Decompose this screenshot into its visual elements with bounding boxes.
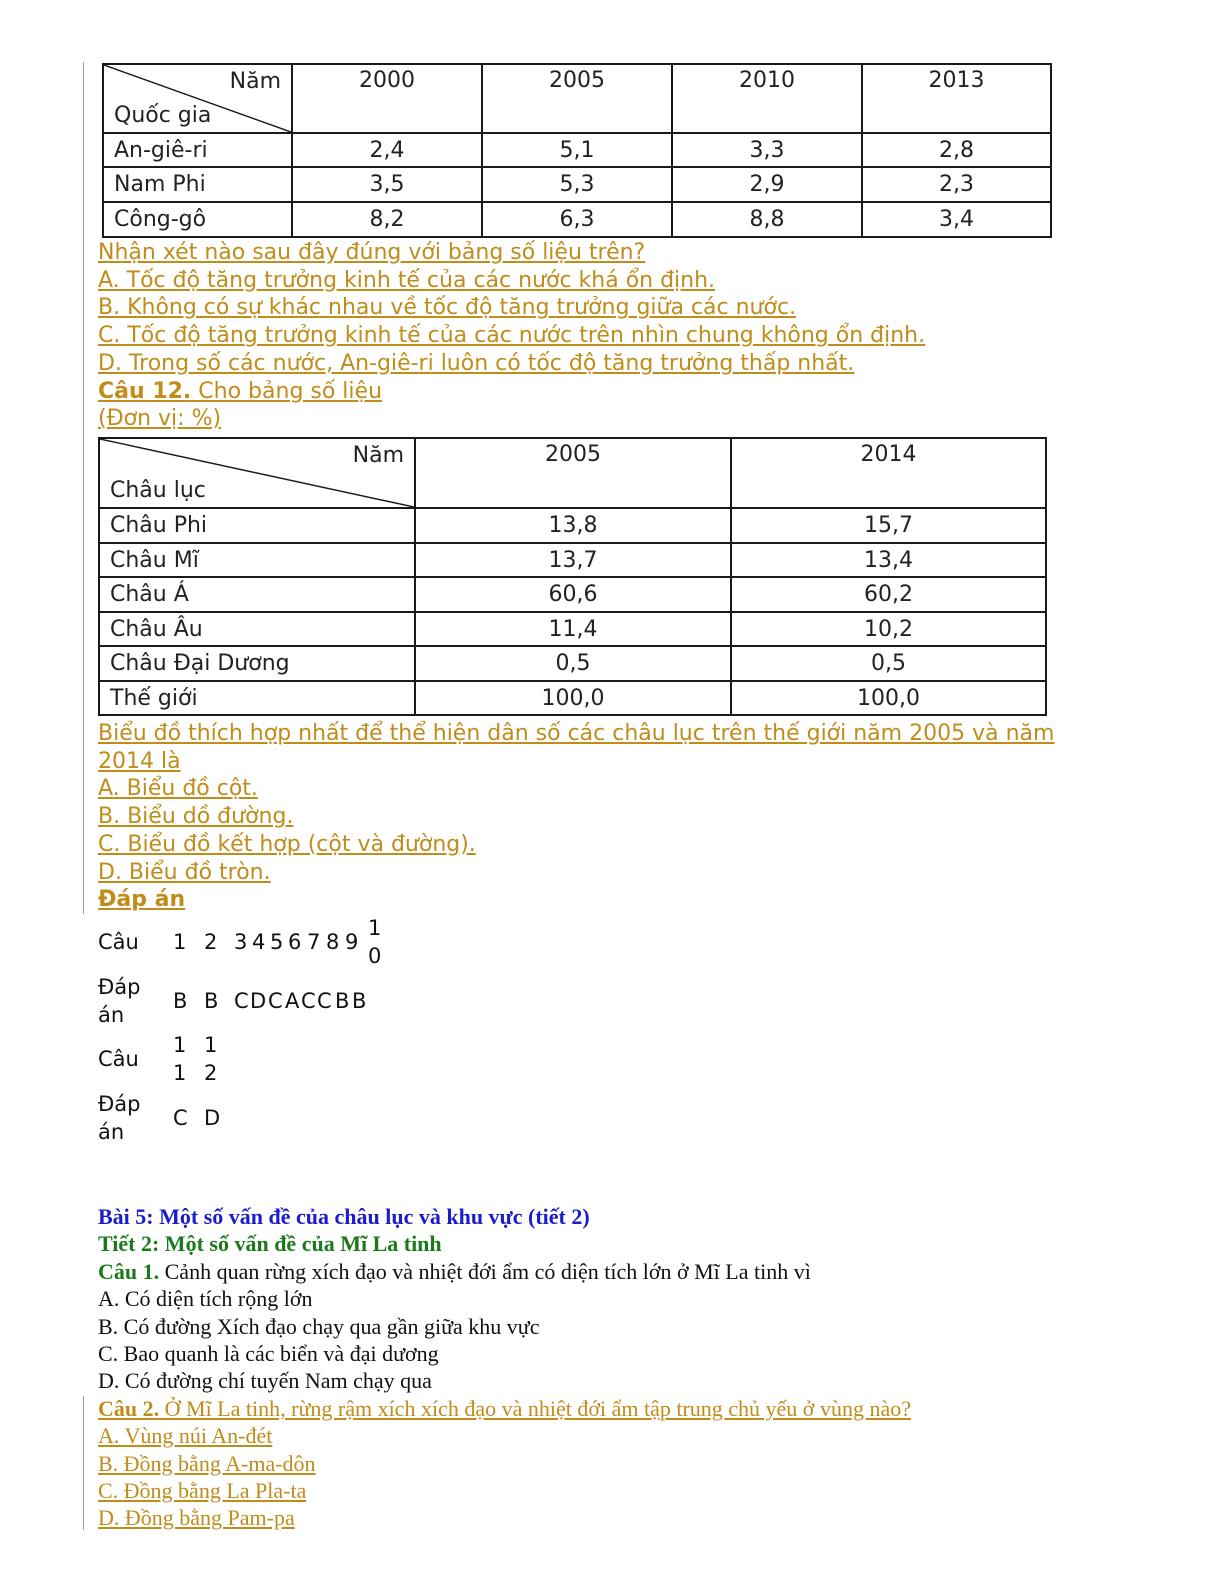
- question-number-11-digit: 1: [173, 1061, 187, 1085]
- answer-header-label: án: [98, 1120, 125, 1144]
- answer-letter: C: [268, 989, 283, 1013]
- answer-option-d: D. Trong số các nước, An-giê-ri luôn có tốc độ tăng trưởng thấp nhất.: [98, 350, 855, 376]
- year-header: 2005: [482, 64, 672, 133]
- lesson-subtitle: Tiết 2: Một số vấn đề của Mĩ La tinh: [98, 1231, 442, 1257]
- answer-letter: B: [352, 989, 367, 1013]
- answer-option-a: A. Có diện tích rộng lớn: [98, 1286, 313, 1312]
- answer-letter: B: [335, 989, 350, 1013]
- answer-letter: B: [204, 989, 219, 1013]
- value-cell: 3,5: [292, 167, 482, 202]
- value-cell: 0,5: [415, 646, 731, 681]
- value-cell: 8,2: [292, 202, 482, 237]
- question-number: 1: [173, 930, 187, 954]
- question-number: 2: [204, 930, 218, 954]
- question-number: 7: [307, 930, 321, 954]
- value-cell: 60,2: [731, 577, 1046, 612]
- answer-key: [98, 915, 418, 1155]
- continent-cell: Châu Mĩ: [99, 543, 415, 577]
- question-text: Ở Mĩ La tinh, rừng rậm xích xích đạo và nhiệt đới ẩm tập trung chủ yếu ở vùng nào?: [159, 1395, 911, 1421]
- answer-option-d: D. Biểu đồ tròn.: [98, 859, 271, 885]
- question-number-10-digit: 0: [368, 944, 382, 968]
- table-row: [99, 681, 1046, 715]
- value-cell: 100,0: [415, 681, 731, 715]
- table-row: [103, 167, 1051, 202]
- answer-letter: D: [250, 989, 267, 1013]
- country-cell: Công-gô: [103, 202, 292, 237]
- answer-header-label: Đáp: [98, 1092, 141, 1116]
- value-cell: 6,3: [482, 202, 672, 237]
- value-cell: 2,9: [672, 167, 862, 202]
- value-cell: 0,5: [731, 646, 1046, 681]
- value-cell: 2,3: [862, 167, 1051, 202]
- value-cell: 2,4: [292, 133, 482, 167]
- question-number-12-digit: 2: [204, 1061, 218, 1085]
- answer-option-b: B. Biểu dồ đường.: [98, 804, 294, 830]
- value-cell: 2,8: [862, 133, 1051, 167]
- change-bar: [83, 62, 84, 914]
- answer-option-b: B. Có đường Xích đạo chạy qua gần giữa khu vực: [98, 1313, 540, 1339]
- value-cell: 13,4: [731, 543, 1046, 577]
- question-12: [98, 720, 1054, 914]
- question-number: 9: [345, 930, 359, 954]
- question-1: [98, 1258, 911, 1285]
- country-cell: Nam Phi: [103, 167, 292, 202]
- table-row: [99, 646, 1046, 681]
- value-cell: 8,8: [672, 202, 862, 237]
- question-number: 6: [288, 930, 302, 954]
- table-row: [99, 577, 1046, 612]
- question-prompt-continued: 2014 là: [98, 748, 181, 774]
- continent-cell: Châu Âu: [99, 612, 415, 646]
- value-cell: 11,4: [415, 612, 731, 646]
- question-prompt: Biểu đồ thích hợp nhất để thể hiện dân số các châu lục trên thế giới năm 2005 và năm: [98, 721, 1055, 746]
- question-number-12-digit: 1: [204, 1033, 218, 1057]
- lesson-title: Bài 5: Một số vấn đề của châu lục và khu vực (tiết 2): [98, 1204, 590, 1229]
- population-share-table: [98, 437, 1047, 716]
- continent-cell: Châu Á: [99, 577, 415, 612]
- year-header: 2005: [415, 438, 731, 508]
- value-cell: 13,7: [415, 543, 731, 577]
- answer-option-a: A. Tốc độ tăng trưởng kinh tế của các nước khá ổn định.: [98, 267, 716, 293]
- question-number: 4: [252, 930, 266, 954]
- answer-letter: A: [285, 989, 300, 1013]
- answer-header-label: Đáp: [98, 975, 141, 999]
- continent-cell: Châu Phi: [99, 508, 415, 543]
- value-cell: 5,3: [482, 167, 672, 202]
- question-label: Câu 2.: [98, 1395, 160, 1421]
- answer-letter: C: [317, 989, 332, 1013]
- value-cell: 13,8: [415, 508, 731, 543]
- table-corner-header: [99, 438, 415, 508]
- question-label: Câu 1.: [98, 1258, 160, 1284]
- answer-header-label: án: [98, 1003, 125, 1027]
- year-header: 2000: [292, 64, 482, 133]
- year-header: 2014: [731, 438, 1046, 508]
- answer-option-a: A. Vùng núi An-đét: [98, 1423, 273, 1449]
- table-row: [99, 508, 1046, 543]
- year-header: 2010: [672, 64, 862, 133]
- question-11: [98, 239, 925, 433]
- answer-option-d: D. Có đường chí tuyến Nam chạy qua: [98, 1368, 432, 1394]
- question-number-10-digit: 1: [368, 916, 382, 940]
- lesson-section: [98, 1203, 911, 1532]
- value-cell: 60,6: [415, 577, 731, 612]
- answer-letter: B: [173, 989, 188, 1013]
- question-number: 3: [234, 930, 248, 954]
- question-number: 8: [326, 930, 340, 954]
- question-text: Cảnh quan rừng xích đạo và nhiệt đới ẩm có diện tích lớn ở Mĩ La tinh vì: [159, 1258, 811, 1284]
- table-row: [99, 612, 1046, 646]
- value-cell: 10,2: [731, 612, 1046, 646]
- header-continent-label: Châu lục: [110, 478, 206, 503]
- country-cell: An-giê-ri: [103, 133, 292, 167]
- table-row: [103, 133, 1051, 167]
- answer-key-heading: Đáp án: [98, 887, 186, 913]
- question-title-text: Cho bảng số liệu: [191, 378, 383, 404]
- header-year-label: Năm: [229, 69, 281, 94]
- question-prompt: Nhận xét nào sau đây đúng với bảng số liệu trên?: [98, 240, 646, 265]
- value-cell: 3,3: [672, 133, 862, 167]
- answer-letter: D: [204, 1106, 221, 1130]
- answer-option-c: C. Đồng bằng La Pla-ta: [98, 1478, 307, 1504]
- value-cell: 100,0: [731, 681, 1046, 715]
- answer-option-d: D. Đồng bằng Pam-pa: [98, 1505, 295, 1531]
- question-label: Câu 12.: [98, 378, 192, 404]
- question-number: 5: [270, 930, 284, 954]
- table-row: [99, 543, 1046, 577]
- continent-cell: Thế giới: [99, 681, 415, 715]
- answer-option-c: C. Bao quanh là các biển và đại dương: [98, 1341, 439, 1367]
- header-year-label: Năm: [352, 443, 404, 468]
- question-number-11-digit: 1: [173, 1033, 187, 1057]
- year-header: 2013: [862, 64, 1051, 133]
- table-row: [103, 202, 1051, 237]
- question-header-label: Câu: [98, 930, 139, 954]
- value-cell: 3,4: [862, 202, 1051, 237]
- answer-option-c: C. Biểu đồ kết hợp (cột và đường).: [98, 831, 476, 857]
- question-12-title: [98, 378, 925, 406]
- header-country-label: Quốc gia: [114, 103, 212, 128]
- question-header-label: Câu: [98, 1047, 139, 1071]
- value-cell: 15,7: [731, 508, 1046, 543]
- answer-letter: C: [234, 989, 249, 1013]
- growth-rate-table: [102, 63, 1052, 238]
- answer-option-b: B. Đồng bằng A-ma-dôn: [98, 1450, 316, 1476]
- value-cell: 5,1: [482, 133, 672, 167]
- table-corner-header: [103, 64, 292, 133]
- answer-letter: C: [301, 989, 316, 1013]
- answer-option-a: A. Biểu đồ cột.: [98, 776, 258, 802]
- answer-option-b: B. Không có sự khác nhau về tốc độ tăng trưởng giữa các nước.: [98, 295, 797, 321]
- answer-option-c: C. Tốc độ tăng trưởng kinh tế của các nước trên nhìn chung không ổn định.: [98, 323, 926, 349]
- change-bar: [83, 1396, 84, 1530]
- continent-cell: Châu Đại Dương: [99, 646, 415, 681]
- unit-label: (Đơn vị: %): [98, 406, 222, 432]
- answer-letter: C: [173, 1106, 188, 1130]
- question-2: [98, 1395, 911, 1422]
